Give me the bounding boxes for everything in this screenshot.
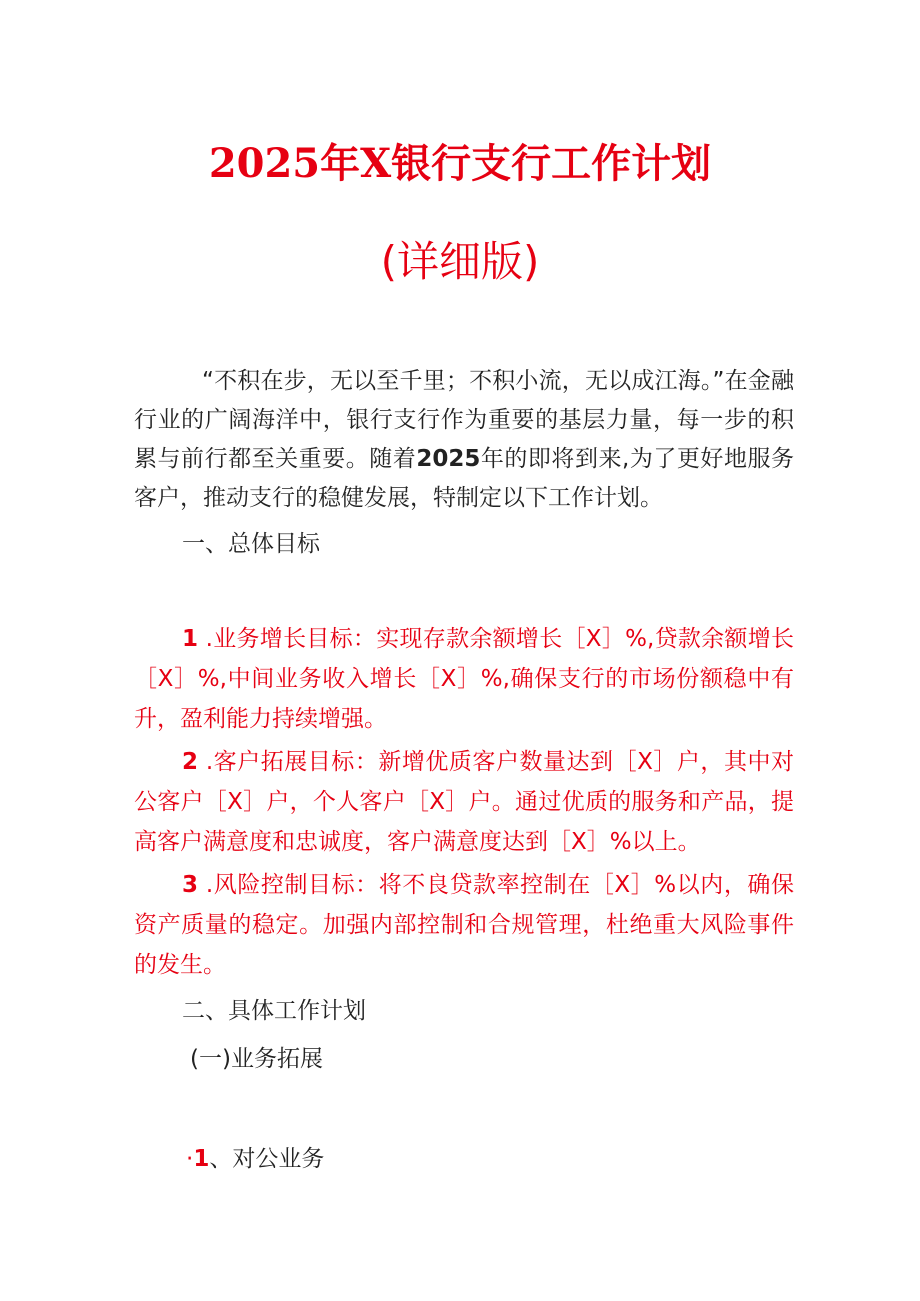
section-heading-work-plan: 二、具体工作计划: [182, 998, 366, 1024]
intro-paragraph: [134, 362, 794, 518]
item-label: 、对公业务: [209, 1146, 325, 1172]
bullet-dot: ·: [186, 1146, 194, 1172]
goal-text: .业务增长目标：实现存款余额增长［X］%,贷款余额增长［X］%,中间业务收入增长［X］%,确保支行的市场份额稳中有升，盈利能力持续增强。: [134, 626, 794, 732]
goal-item-customer-expansion: [134, 742, 794, 862]
goal-text: .风险控制目标：将不良贷款率控制在［X］%以内，确保资产质量的稳定。加强内部控制和合规管理，杜绝重大风险事件的发生。: [134, 872, 794, 978]
intro-text-part1: “不积在步，无以至千里；不积小流，无以成江海。”在金融行业的广阔海洋中，银行支行作为重要的基层力量，每一步的积累与前行都至关重要。随着: [134, 368, 794, 472]
intro-year: 2025: [416, 446, 481, 472]
goal-number: 2: [182, 749, 199, 775]
document-subtitle: (详细版): [380, 237, 540, 286]
goal-number: 3: [182, 872, 199, 898]
goal-text: .客户拓展目标：新增优质客户数量达到［X］户，其中对公客户［X］户，个人客户［X］户。通过优质的服务和产品，提高客户满意度和忠诚度，客户满意度达到［X］%以上。: [134, 749, 794, 855]
document-title: 2025年X银行支行工作计划: [208, 140, 712, 187]
section-heading-overall-goals: 一、总体目标: [182, 531, 320, 557]
goal-item-risk-control: [134, 865, 794, 985]
goal-item-business-growth: [134, 619, 794, 739]
goal-number: 1: [182, 626, 199, 652]
list-item-corporate-business: [186, 1140, 324, 1179]
intro-text-part2: 年的即将到来,为了更好地服务客户，推动支行的稳健发展，特制定以下工作计划。: [134, 446, 795, 511]
subsection-heading-business-expansion: (一)业务拓展: [190, 1046, 323, 1072]
item-number: 1: [193, 1146, 210, 1172]
